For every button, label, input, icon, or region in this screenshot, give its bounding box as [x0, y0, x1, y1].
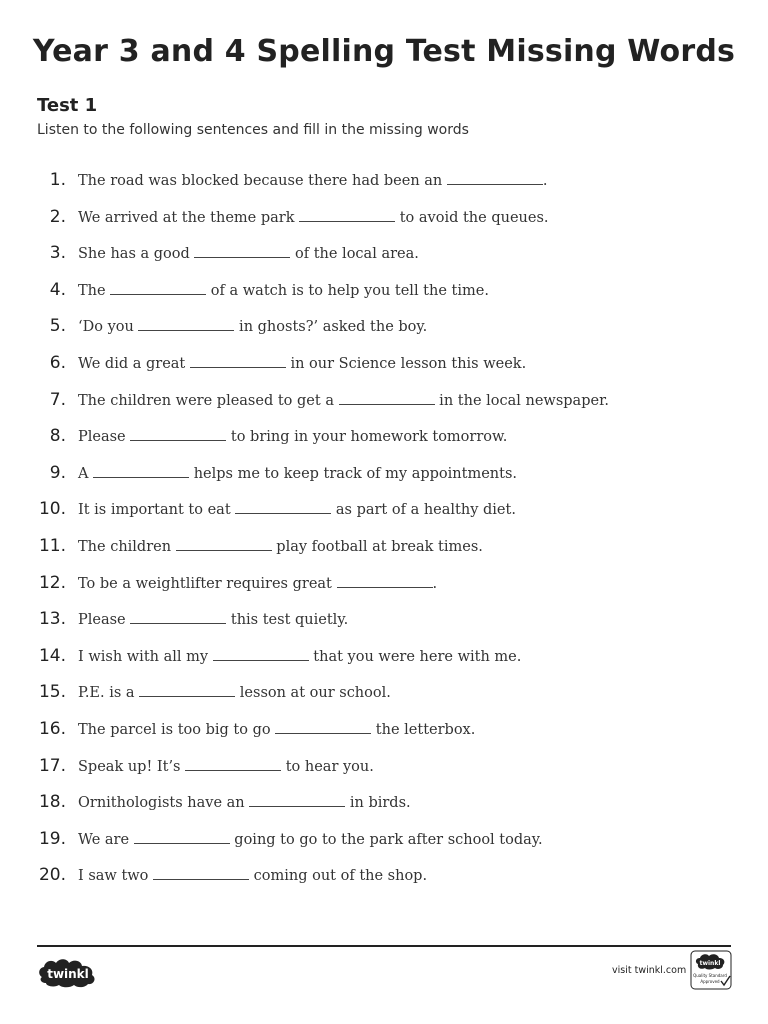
quality-standard-badge — [690, 950, 732, 990]
question-number: 12. — [38, 572, 66, 593]
question-number: 17. — [38, 755, 66, 776]
question-number: 5. — [49, 316, 66, 337]
sentence-after-blank: coming out of the shop. — [249, 868, 428, 885]
answer-blank[interactable] — [337, 574, 433, 588]
sentence-before-blank: The children were pleased to get a — [78, 392, 339, 409]
sentence-after-blank: that you were here with me. — [308, 648, 522, 665]
question-sentence — [78, 537, 483, 555]
question-sentence — [78, 720, 475, 738]
question-number: 8. — [49, 426, 66, 447]
question-sentence — [78, 866, 427, 884]
answer-blank[interactable] — [213, 647, 309, 661]
answer-blank[interactable] — [339, 391, 435, 405]
question-row — [0, 236, 768, 270]
sentence-before-blank: The parcel is too big to go — [78, 722, 276, 738]
question-number: 16. — [38, 719, 66, 739]
sentence-before-blank: The road was blocked because there had been an — [78, 173, 447, 189]
answer-blank[interactable] — [130, 427, 226, 441]
sentence-before-blank: Ornithologists have an — [78, 795, 250, 812]
page-title: Year 3 and 4 Spelling Test Missing Words — [32, 34, 736, 69]
question-number: 13. — [38, 609, 66, 630]
sentence-after-blank: going to go to the park after school today. — [229, 831, 543, 848]
question-sentence — [78, 757, 374, 775]
badge-brand-text: twinkl — [699, 960, 721, 967]
sentence-before-blank: A — [78, 465, 94, 482]
question-number: 3. — [49, 243, 66, 264]
question-row — [0, 858, 768, 892]
answer-blank[interactable] — [235, 500, 331, 514]
badge-line1: Quality Standard — [693, 973, 727, 978]
question-row — [0, 675, 768, 709]
question-sentence — [78, 427, 507, 445]
question-row — [0, 785, 768, 819]
answer-blank[interactable] — [139, 683, 235, 697]
question-sentence — [78, 464, 517, 482]
sentence-before-blank: Speak up! It’s — [78, 758, 186, 775]
question-row — [0, 346, 768, 380]
question-number: 1. — [49, 170, 66, 190]
sentence-after-blank: . — [542, 173, 548, 189]
sentence-before-blank: She has a good — [78, 246, 195, 263]
question-number: 6. — [49, 353, 66, 373]
question-sentence — [78, 683, 391, 701]
sentence-after-blank: to hear you. — [281, 758, 374, 775]
answer-blank[interactable] — [299, 208, 395, 222]
footer-divider — [37, 945, 731, 947]
question-row — [0, 383, 768, 417]
instructions: Listen to the following sentences and fill in the missing words — [37, 122, 469, 138]
question-row — [0, 602, 768, 636]
sentence-after-blank: the letterbox. — [371, 722, 476, 738]
question-number: 11. — [38, 536, 66, 556]
sentence-after-blank: of a watch is to help you tell the time. — [206, 282, 489, 299]
sentence-before-blank: The children — [78, 539, 176, 555]
question-number: 4. — [49, 279, 66, 300]
question-sentence — [78, 647, 521, 665]
question-sentence — [78, 171, 547, 189]
question-sentence — [78, 610, 348, 628]
answer-blank[interactable] — [447, 171, 543, 185]
question-row — [0, 273, 768, 307]
test-heading: Test 1 — [37, 95, 98, 116]
answer-blank[interactable] — [93, 464, 189, 478]
question-sentence — [78, 281, 489, 299]
sentence-after-blank: this test quietly. — [226, 612, 349, 629]
question-row — [0, 566, 768, 600]
question-sentence — [78, 830, 543, 848]
question-sentence — [78, 317, 427, 335]
sentence-before-blank: It is important to eat — [78, 502, 236, 519]
sentence-before-blank: P.E. is a — [78, 685, 140, 702]
sentence-before-blank: We did a great — [78, 356, 190, 372]
question-row — [0, 419, 768, 453]
sentence-before-blank: We are — [78, 831, 134, 848]
answer-blank[interactable] — [138, 317, 234, 331]
sentence-after-blank: helps me to keep track of my appointments. — [189, 465, 518, 482]
sentence-before-blank: I wish with all my — [78, 648, 213, 665]
question-sentence — [78, 354, 526, 372]
answer-blank[interactable] — [194, 244, 290, 258]
sentence-before-blank: ‘Do you — [78, 319, 139, 336]
question-sentence — [78, 793, 411, 811]
badge-line2: Approved — [700, 979, 720, 984]
question-row — [0, 712, 768, 746]
answer-blank[interactable] — [185, 757, 281, 771]
question-number: 10. — [38, 499, 66, 520]
sentence-after-blank: in birds. — [345, 795, 411, 812]
answer-blank[interactable] — [249, 793, 345, 807]
sentence-after-blank: as part of a healthy diet. — [331, 502, 516, 519]
answer-blank[interactable] — [176, 537, 272, 551]
sentence-before-blank: I saw two — [78, 868, 154, 885]
question-number: 20. — [38, 865, 66, 886]
question-number: 15. — [38, 682, 66, 703]
question-row — [0, 822, 768, 856]
question-number: 2. — [49, 206, 66, 227]
question-row — [0, 163, 768, 197]
sentence-after-blank: to avoid the queues. — [395, 209, 549, 226]
question-sentence — [78, 208, 549, 226]
answer-blank[interactable] — [190, 354, 286, 368]
question-row — [0, 529, 768, 563]
question-row — [0, 639, 768, 673]
sentence-before-blank: To be a weightlifter requires great — [78, 575, 337, 592]
question-sentence — [78, 574, 437, 592]
answer-blank[interactable] — [130, 610, 226, 624]
question-row — [0, 309, 768, 343]
question-number: 19. — [38, 828, 66, 849]
logo-text: twinkl — [47, 967, 89, 981]
sentence-after-blank: of the local area. — [290, 246, 419, 263]
question-number: 14. — [38, 645, 66, 666]
question-row — [0, 200, 768, 234]
answer-blank[interactable] — [134, 830, 230, 844]
question-number: 7. — [49, 389, 66, 410]
question-row — [0, 749, 768, 783]
sentence-after-blank: in the local newspaper. — [434, 392, 610, 409]
sentence-after-blank: . — [432, 575, 438, 592]
sentence-after-blank: lesson at our school. — [235, 685, 391, 702]
sentence-before-blank: Please — [78, 429, 131, 446]
question-row — [0, 456, 768, 490]
sentence-before-blank: The — [78, 282, 111, 299]
sentence-after-blank: in ghosts?’ asked the boy. — [234, 319, 428, 336]
question-number: 18. — [38, 792, 66, 813]
question-sentence — [78, 391, 609, 409]
sentence-after-blank: play football at break times. — [271, 539, 483, 555]
answer-blank[interactable] — [275, 720, 371, 734]
sentence-before-blank: We arrived at the theme park — [78, 209, 300, 226]
visit-link[interactable]: visit twinkl.com — [612, 965, 687, 976]
sentence-after-blank: in our Science lesson this week. — [285, 356, 527, 372]
answer-blank[interactable] — [153, 866, 249, 880]
twinkl-logo — [36, 955, 100, 989]
sentence-before-blank: Please — [78, 612, 131, 629]
question-sentence — [78, 244, 419, 262]
question-number: 9. — [49, 462, 66, 483]
question-row — [0, 492, 768, 526]
question-sentence — [78, 500, 516, 518]
sentence-after-blank: to bring in your homework tomorrow. — [226, 429, 508, 446]
answer-blank[interactable] — [110, 281, 206, 295]
